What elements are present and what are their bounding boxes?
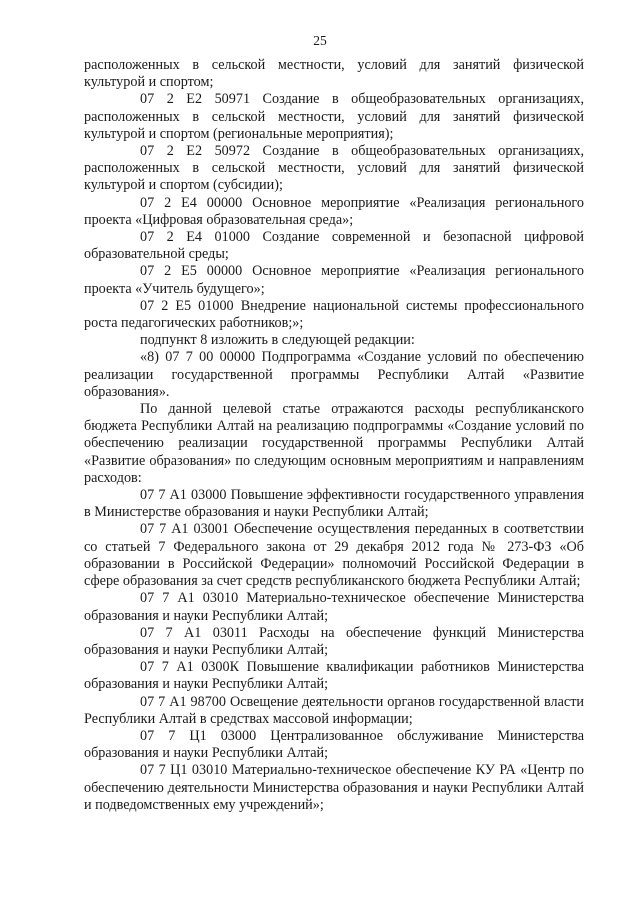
paragraph-continuation: расположенных в сельской местности, условий для занятий физической культурой и спортом;: [84, 57, 584, 91]
paragraph-e5-00000: 07 2 Е5 00000 Основное мероприятие «Реализация регионального проекта «Учитель будущего»;: [84, 263, 584, 297]
paragraph-c1-03010: 07 7 Ц1 03010 Материально-техническое обеспечение КУ РА «Центр по обеспечению деятельности Министерства образования и науки Республики Алтай и подведомственных ему учреждений»;: [84, 762, 584, 813]
paragraph-expenses-description: По данной целевой статье отражаются расходы республиканского бюджета Республики Алтай на реализацию подпрограммы «Создание условий по обеспечению реализации государственной программы Республики Алтай «Развитие образования» по следующим основным мероприятиям и направлениям расходов:: [84, 401, 584, 486]
paragraph-a1-03001: 07 7 А1 03001 Обеспечение осуществления переданных в соответствии со статьей 7 Федерального закона от 29 декабря 2012 года № 273-ФЗ «Об образовании в Российской Федерации» полномочий Российской Федерации в сфере образования за счет средств республиканского бюджета Республики Алтай;: [84, 521, 584, 590]
paragraph-a1-03000: 07 7 А1 03000 Повышение эффективности государственного управления в Министерстве образования и науки Республики Алтай;: [84, 487, 584, 521]
paragraph-a1-0300k: 07 7 А1 0300К Повышение квалификации работников Министерства образования и науки Республики Алтай;: [84, 659, 584, 693]
paragraph-a1-03011: 07 7 А1 03011 Расходы на обеспечение функций Министерства образования и науки Республики Алтай;: [84, 624, 584, 658]
paragraph-subitem-8-instruction: подпункт 8 изложить в следующей редакции:: [140, 332, 415, 349]
paragraph-a1-98700: 07 7 А1 98700 Освещение деятельности органов государственной власти Республики Алтай в средствах массовой информации;: [84, 693, 584, 727]
paragraph-e2-50972: 07 2 Е2 50972 Создание в общеобразовательных организациях, расположенных в сельской местности, условий для занятий физической культурой и спортом (субсидии);: [84, 143, 584, 194]
paragraph-a1-03010: 07 7 А1 03010 Материально-техническое обеспечение Министерства образования и науки Республики Алтай;: [84, 590, 584, 624]
document-body: [84, 57, 584, 814]
paragraph-e2-50971: 07 2 Е2 50971 Создание в общеобразовательных организациях, расположенных в сельской местности, условий для занятий физической культурой и спортом (региональные мероприятия);: [84, 91, 584, 142]
paragraph-c1-03000: 07 7 Ц1 03000 Централизованное обслуживание Министерства образования и науки Республики Алтай;: [84, 727, 584, 762]
paragraph-subprogram-07-7: «8) 07 7 00 00000 Подпрограмма «Создание условий по обеспечению реализации государственной программы Республики Алтай «Развитие образования».: [84, 349, 584, 400]
paragraph-e4-00000: 07 2 Е4 00000 Основное мероприятие «Реализация регионального проекта «Цифровая образовательная среда»;: [84, 194, 584, 228]
paragraph-e4-01000: 07 2 Е4 01000 Создание современной и безопасной цифровой образовательной среды;: [84, 229, 584, 263]
page-number: 25: [313, 33, 327, 48]
paragraph-e5-01000: 07 2 Е5 01000 Внедрение национальной системы профессионального роста педагогических работников;»;: [84, 297, 584, 332]
